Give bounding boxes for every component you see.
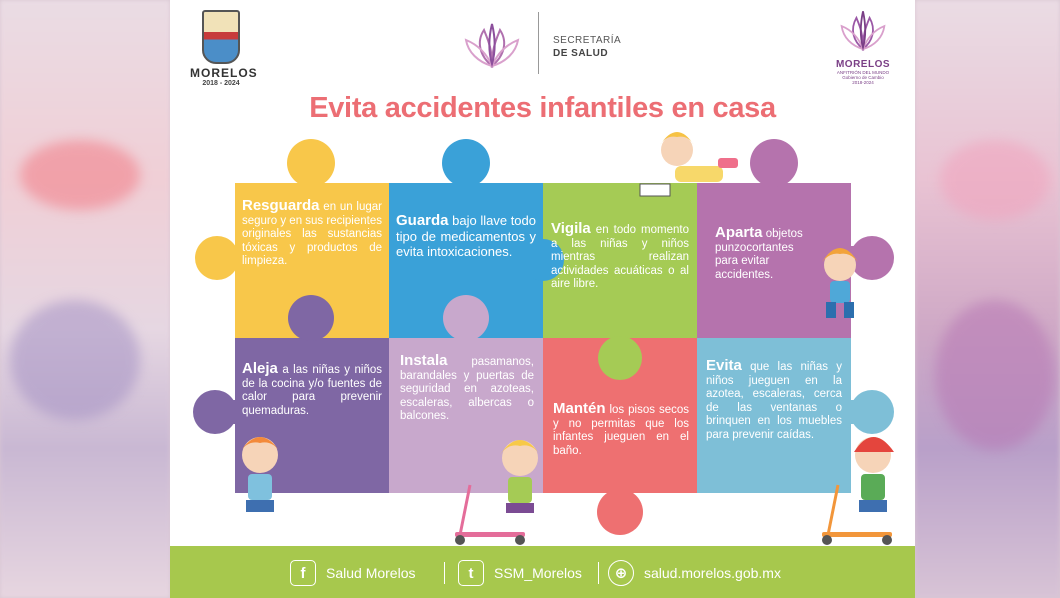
piece-text-instala — [400, 354, 534, 424]
website-link[interactable] — [608, 560, 781, 586]
piece-description: que las niñas y niños jueguen en la azotea, escaleras, cerca de las ventanas o brinquen en los muebles para prevenir caídas. — [706, 361, 842, 441]
piece-description: objetos punzocortantes para evitar accidentes. — [715, 228, 803, 281]
website-label: salud.morelos.gob.mx — [644, 565, 781, 581]
poster-title: Evita accidentes infantiles en casa — [309, 92, 776, 124]
government-name: MORELOS — [190, 66, 258, 80]
piece-description: en un lugar seguro y en sus recipientes originales las sustancias tóxicas y productos de limpieza. — [242, 201, 382, 267]
blurred-shape — [10, 300, 140, 420]
piece-keyword: Evita — [706, 357, 742, 374]
brand-tagline: ANFITRIÓN DEL MUNDO — [836, 70, 890, 75]
piece-keyword: Aleja — [242, 360, 278, 377]
brand-subtitle: Gobierno de Cambio — [842, 75, 884, 80]
facebook-link[interactable] — [290, 560, 416, 586]
piece-text-aleja — [242, 362, 382, 418]
piece-text-aparta — [715, 226, 815, 282]
piece-keyword: Mantén — [553, 400, 606, 417]
globe-icon: ⊕ — [608, 560, 634, 586]
blurred-shape — [940, 140, 1050, 220]
twitter-icon: t — [458, 560, 484, 586]
facebook-icon: f — [290, 560, 316, 586]
secretaria-line1: SECRETARÍA — [553, 35, 622, 46]
piece-keyword: Guarda — [396, 212, 449, 229]
piece-description: pasamanos, barandales y puertas de seguridad en azoteas, escaleras, albercas o balcones. — [400, 356, 534, 422]
piece-description: a las niñas y niños de la cocina y/o fuentes de calor para prevenir quemaduras. — [242, 364, 382, 417]
twitter-link[interactable] — [458, 560, 582, 586]
secretaria-line2: DE SALUD — [553, 48, 609, 59]
footer-divider — [598, 562, 599, 584]
piece-keyword: Instala — [400, 352, 448, 369]
facebook-label: Salud Morelos — [326, 565, 416, 581]
piece-text-vigila — [551, 222, 689, 292]
government-years: 2018 - 2024 — [202, 80, 240, 87]
twitter-label: SSM_Morelos — [494, 565, 582, 581]
piece-keyword: Vigila — [551, 220, 591, 237]
piece-text-manten — [553, 402, 689, 458]
blurred-shape — [935, 300, 1055, 450]
piece-description: los pisos secos y no permitas que los infantes jueguen en el baño. — [553, 404, 689, 457]
brand-name: MORELOS — [835, 59, 891, 70]
piece-description: en todo momento a las niñas y niños mientras realizan actividades acuáticas o al aire libre. — [551, 224, 689, 290]
piece-description: bajo llave todo tipo de medicamentos y evita intoxicaciones. — [396, 213, 536, 259]
piece-keyword: Resguarda — [242, 197, 320, 214]
piece-keyword: Aparta — [715, 224, 763, 241]
piece-text-guarda — [396, 213, 536, 260]
piece-text-evita — [706, 359, 842, 442]
footer-divider — [444, 562, 445, 584]
blurred-background-left — [0, 0, 170, 598]
blurred-background-right — [915, 0, 1060, 598]
piece-text-resguarda — [242, 199, 382, 269]
blurred-shape — [20, 140, 140, 210]
brand-years: 2018-2024 — [852, 80, 874, 85]
footer-contact-bar — [170, 546, 915, 598]
infographic-poster — [170, 0, 915, 598]
